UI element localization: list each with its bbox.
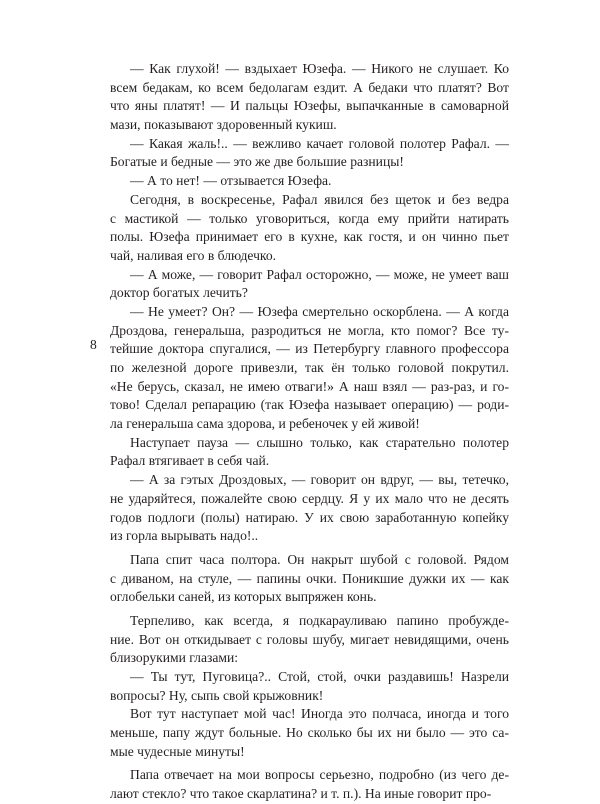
text-line: — Не умеет? Он? — Юзефа смертельно оскорблена. — А когда (130, 303, 509, 319)
paragraph (110, 60, 509, 135)
paragraph (110, 434, 509, 471)
text-line: Дроздова, генеральша, разродиться не могла, кто помог? Все ту- (110, 322, 509, 338)
text-line: меньше, папу ждут больные. Но сколько бы их ни было — это са- (110, 725, 509, 741)
text-line: годов подлоги (полы) натираю. У их свою заработанную копейку (110, 509, 509, 525)
text-line: Богатые и бедные — это же две большие разницы! (110, 154, 404, 170)
text-line: — А за гэтых Дроздовых, — говорит он вдруг, — вы, тетечко, (130, 472, 509, 488)
text-line: из горла вырывать надо!.. (110, 528, 259, 544)
text-line: Вот тут наступает мой час! Иногда это полчаса, иногда и того (130, 706, 509, 722)
text-line: лают стекло? что такое скарлатина? и т. п.). На иные говорит про- (110, 786, 492, 802)
text-line: тейшие доктора спугалися, — из Петербургу главного профессора (110, 341, 509, 357)
paragraph (110, 471, 509, 546)
text-line: полы. Юзефа принимает его в кухне, как гостя, и он чинно пьет (110, 229, 509, 245)
text-line: Рафал втягивает в себя чай. (110, 453, 270, 469)
text-line: чай, наливая его в блюдечко. (110, 247, 277, 263)
text-line: — А то нет! — отзывается Юзефа. (130, 173, 332, 189)
text-line: близорукими глазами: (110, 650, 239, 666)
text-line: вопросы? Ну, сыпь свой крыжовник! (110, 687, 324, 703)
text-line: Терпеливо, как всегда, я подкарауливаю папино пробужде- (130, 612, 509, 628)
text-line: ла генеральша сама здорова, и ребеночек у ей живой! (110, 416, 420, 432)
text-line: Наступает пауза — слышно только, как старательно полотер (130, 434, 509, 450)
text-line: что яны платят! — И пальцы Юзефы, выпачканные в самоварной (110, 98, 509, 114)
paragraph (110, 668, 509, 705)
text-line: — Какая жаль!.. — вежливо качает головой полотер Рафал. — (130, 135, 509, 151)
paragraph (110, 266, 509, 303)
text-line: всем бедакам, ко всем бедолагам ездит. А бедаки что платят? Вот (110, 79, 509, 95)
page-text (110, 60, 509, 804)
paragraph (110, 303, 509, 434)
text-line: с диваном, на стуле, — папины очки. Поникшие дужки их — как (110, 570, 509, 586)
paragraph (110, 766, 509, 803)
text-line: оглобельки саней, из которых выпряжен конь. (110, 589, 377, 605)
text-line: по железной дороге привезли, так ён только головой покрутил. (110, 360, 509, 375)
paragraph (110, 551, 509, 607)
text-line: — Как глухой! — вздыхает Юзефа. — Никого не слушает. Ко (130, 61, 509, 76)
text-line: тово! Сделал репарацию (так Юзефа называет операцию) — роди- (110, 397, 509, 413)
paragraph (110, 705, 509, 761)
text-line: Сегодня, в воскресенье, Рафал явился без щеток и без ведра (130, 191, 509, 207)
text-line: доктор богатых лечить? (110, 285, 248, 301)
paragraph (110, 135, 509, 172)
text-line: «Не берусь, сказал, не имею отваги!» А наш взял — раз-раз, и го- (110, 378, 509, 394)
text-line: ние. Вот он откидывает с головы шубу, мигает невидящими, очень (110, 631, 509, 647)
text-line: не ударяйтеся, пожалейте свою сердцу. Я у их мало что не десять (110, 490, 509, 506)
text-line: Папа отвечает на мои вопросы серьезно, подробно (из чего де- (130, 767, 509, 783)
paragraph (110, 191, 509, 266)
paragraph (110, 172, 509, 191)
text-line: — А може, — говорит Рафал осторожно, — може, не умеет ваш (130, 266, 509, 282)
text-line: с мастикой — только уговориться, когда ему прийти натирать (110, 210, 509, 226)
text-line: мази, показывают здоровенный кукиш. (110, 117, 337, 133)
text-line: — Ты тут, Пуговица?.. Стой, стой, очки раздавишь! Назрели (130, 669, 509, 684)
text-line: мые чудесные минуты! (110, 743, 245, 759)
page-number: 8 (90, 337, 97, 352)
text-line: Папа спит часа полтора. Он накрыт шубой с головой. Рядом (130, 551, 509, 567)
paragraph (110, 612, 509, 668)
